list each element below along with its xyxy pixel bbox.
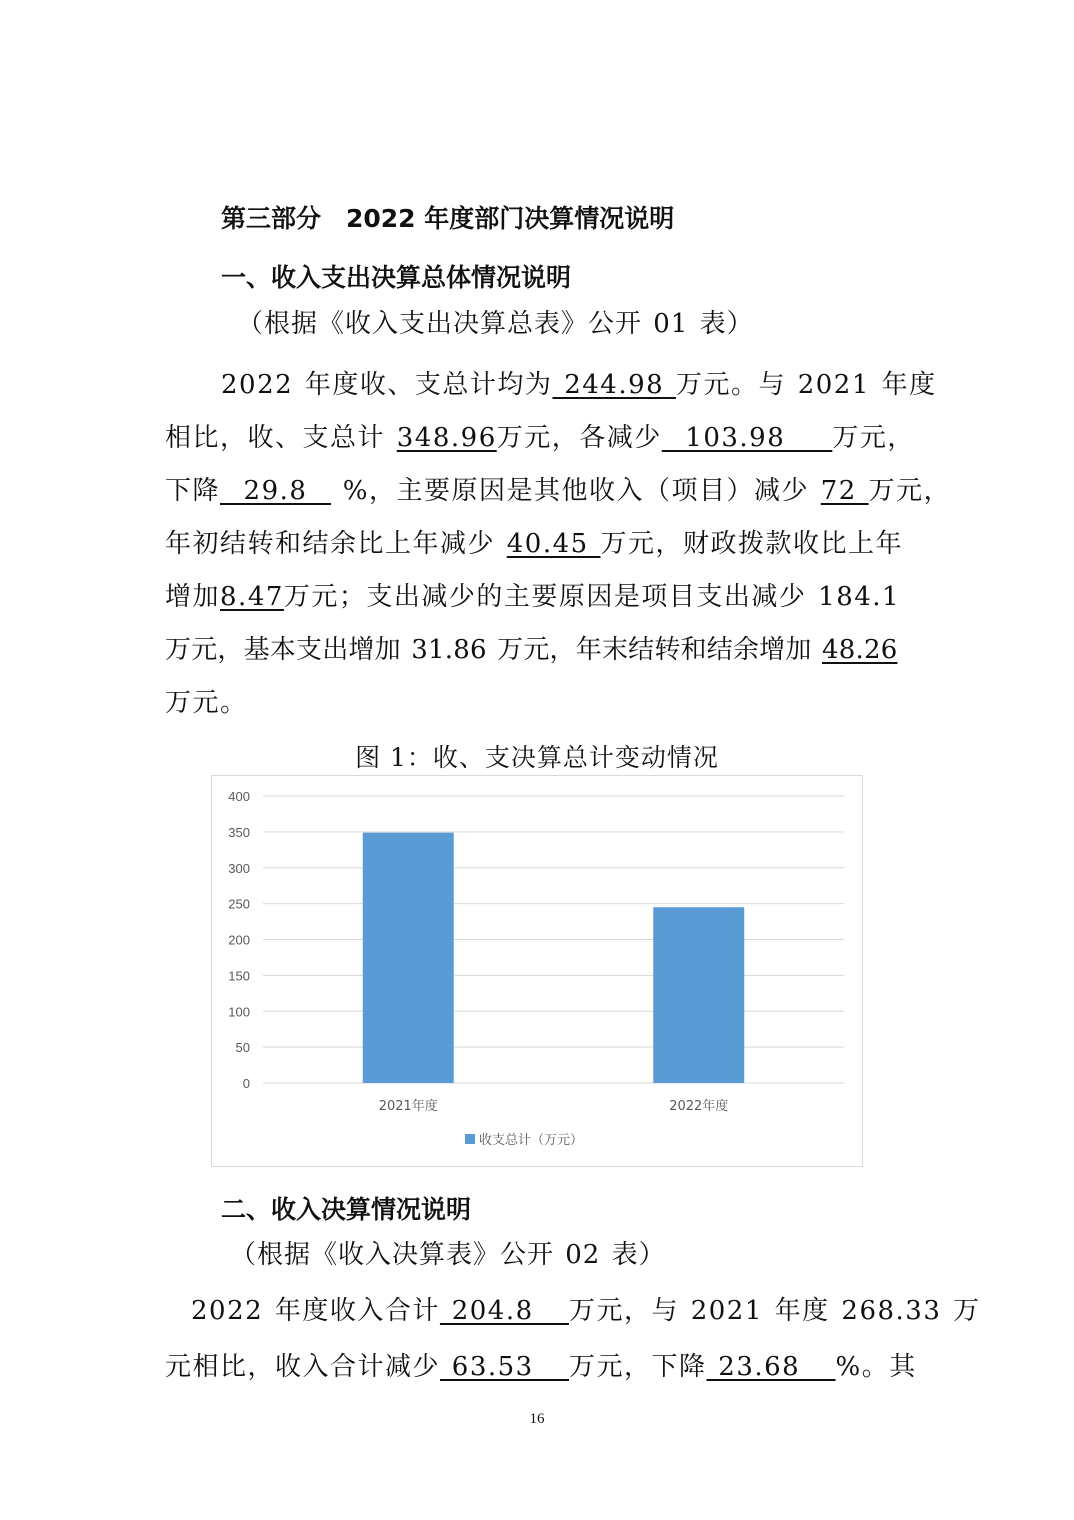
page-number: 16 (529, 1411, 545, 1427)
part1-para-line-1: 2022 年度收、支总计均为 244.98 万元。与 2021 年度 (221, 370, 937, 400)
underlined-value: 40.45 (506, 529, 601, 559)
bar-chart (211, 775, 863, 1167)
underlined-value: 63.53 (440, 1352, 570, 1382)
part1-para-line-4: 年初结转和结余比上年减少 40.45 万元，财政拨款收比上年 (165, 529, 903, 559)
bar (653, 907, 744, 1083)
underlined-value: 348.96 (396, 423, 497, 453)
bar-chart-svg (212, 776, 862, 1166)
y-tick-label: 300 (228, 860, 250, 876)
part2-para-line-2: 元相比，收入合计减少 63.53 万元，下降 23.68 %。其 (165, 1352, 917, 1382)
section-title: 第三部分 2022 年度部门决算情况说明 (221, 204, 675, 233)
y-tick-label: 50 (235, 1040, 250, 1056)
y-tick-label: 350 (228, 824, 250, 840)
legend-label: 收支总计（万元） (479, 1133, 584, 1148)
y-tick-label: 150 (228, 968, 250, 984)
y-tick-label: 400 (228, 789, 250, 804)
underlined-value: 29.8 (220, 476, 331, 506)
underlined-value: 8.47 (220, 582, 284, 612)
y-tick-label: 250 (228, 896, 250, 912)
underlined-value: 72 (820, 476, 869, 506)
underlined-value: 244.98 (552, 370, 676, 400)
underlined-value: 204.8 (439, 1296, 569, 1326)
underlined-value: 103.98 (661, 423, 833, 453)
y-tick-label: 200 (228, 932, 250, 948)
y-tick-label: 100 (228, 1004, 250, 1020)
part2-note: （根据《收入决算表》公开 02 表） (230, 1240, 666, 1270)
underlined-value: 23.68 (706, 1352, 836, 1382)
underlined-value: 48.26 (822, 635, 898, 665)
part1-para-line-3: 下降 29.8 %，主要原因是其他收入（项目）减少 72 万元， (165, 476, 952, 506)
part2-heading: 二、收入决算情况说明 (221, 1195, 472, 1224)
figure-caption: 图 1：收、支决算总计变动情况 (355, 743, 719, 772)
part1-note: （根据《收入支出决算总表》公开 01 表） (237, 309, 754, 339)
part1-para-line-6: 万元，基本支出增加 31.86 万元，年末结转和结余增加 48.26 (165, 635, 898, 665)
part1-para-line-2: 相比，收、支总计 348.96万元，各减少 103.98 万元， (165, 423, 915, 453)
part1-para-line-5: 增加8.47万元；支出减少的主要原因是项目支出减少 184.1 (165, 582, 901, 612)
part1-heading: 一、收入支出决算总体情况说明 (221, 263, 572, 292)
part2-para-line-1: 2022 年度收入合计 204.8 万元，与 2021 年度 268.33 万 (191, 1296, 981, 1326)
bar (363, 833, 454, 1083)
x-tick-label: 2022年度 (669, 1099, 729, 1114)
legend-swatch (465, 1134, 475, 1144)
x-tick-label: 2021年度 (378, 1099, 438, 1114)
y-tick-label: 0 (242, 1076, 250, 1091)
part1-para-line-7: 万元。 (165, 688, 248, 718)
